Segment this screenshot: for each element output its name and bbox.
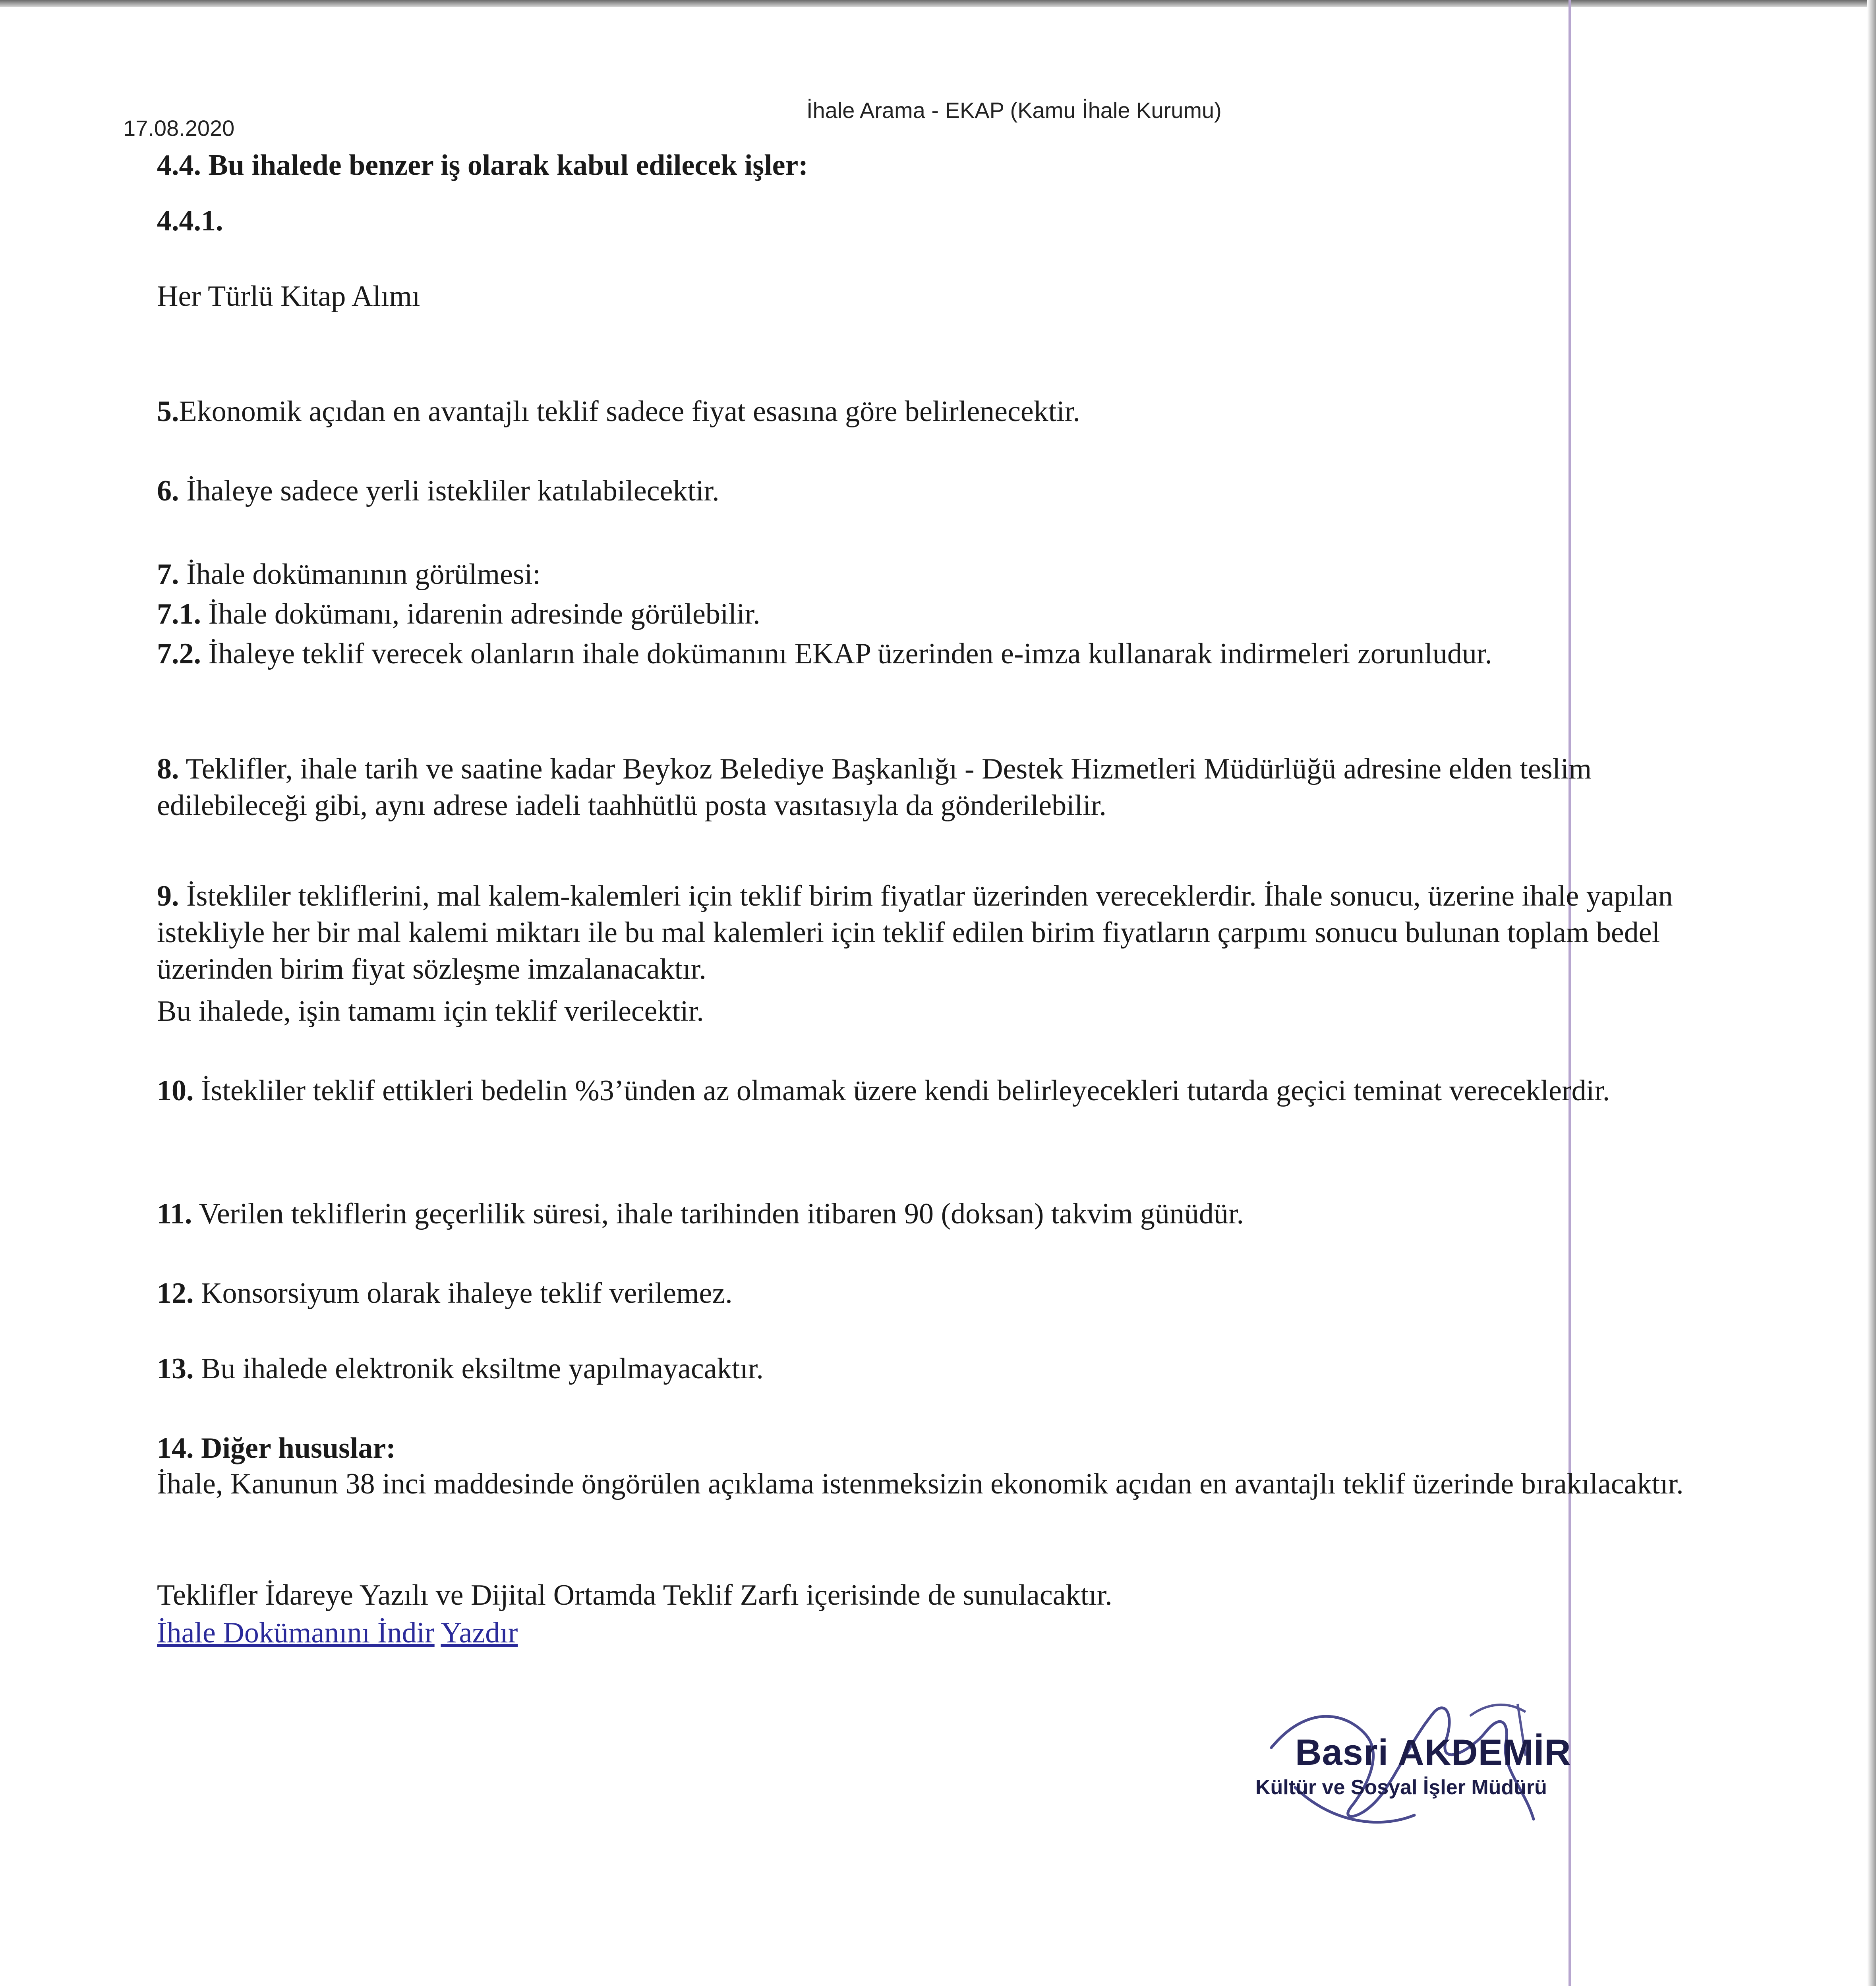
section-text: İhaleye teklif verecek olanların ihale dokümanını EKAP üzerinden e-imza kullanarak indirmeleri zorunludur. — [208, 638, 1492, 670]
section-number: 6. — [157, 475, 179, 507]
section-12 — [157, 1275, 1690, 1312]
print-page-title: İhale Arama - EKAP (Kamu İhale Kurumu) — [806, 98, 1222, 123]
section-number: 7.1. — [157, 598, 201, 630]
section-number: 9. — [157, 880, 179, 912]
section-text: İhaleye sadece yerli istekliler katılabilecektir. — [186, 475, 719, 507]
section-text: Ekonomik açıdan en avantajlı teklif sadece fiyat esasına göre belirlenecektir. — [179, 395, 1080, 428]
section-text: İstekliler teklif ettikleri bedelin %3’ünden az olmamak üzere kendi belirleyecekleri tutarda geçici teminat vereceklerdir. — [201, 1074, 1610, 1107]
section-number: 11. — [157, 1198, 192, 1230]
section-4-4-1-text: Her Türlü Kitap Alımı — [157, 280, 420, 313]
section-7-1 — [157, 596, 1690, 632]
section-number: 5. — [157, 395, 179, 428]
section-6 — [157, 473, 1690, 509]
section-number: 13. — [157, 1352, 194, 1385]
section-10 — [157, 1072, 1690, 1109]
section-text: Verilen tekliflerin geçerlilik süresi, ihale tarihinden itibaren 90 (doksan) takvim günüdür. — [199, 1198, 1244, 1230]
section-4-4 — [157, 147, 1690, 184]
section-7 — [157, 556, 1690, 593]
section-number: 4.4.1. — [157, 205, 223, 237]
section-14 — [157, 1430, 1690, 1466]
section-9-extra: Bu ihalede, işin tamamı için teklif verilecektir. — [157, 995, 704, 1028]
download-document-link[interactable]: İhale Dokümanını İndir — [157, 1617, 435, 1649]
section-11 — [157, 1196, 1690, 1232]
section-8 — [157, 751, 1690, 824]
section-text: Teklifler, ihale tarih ve saatine kadar Beykoz Belediye Başkanlığı - Destek Hizmetleri Müdürlüğü adresine elden teslim edilebileceği gibi, aynı adrese iadeli taahhütlü posta vasıtasıyla da gönderilebilir. — [157, 753, 1592, 822]
section-heading: Bu ihalede benzer iş olarak kabul edilecek işler: — [208, 149, 808, 182]
section-4-4-1 — [157, 203, 1690, 239]
document-links — [157, 1615, 1690, 1651]
section-heading: Diğer hususlar: — [201, 1432, 396, 1464]
section-number: 8. — [157, 753, 179, 785]
section-7-2 — [157, 636, 1690, 672]
section-number: 12. — [157, 1277, 194, 1310]
signatory-title: Kültür ve Sosyal İşler Müdürü — [1255, 1776, 1547, 1799]
signatory-name: Basri AKDEMİR — [1295, 1732, 1571, 1773]
section-text: İstekliler tekliflerini, mal kalem-kalemleri için teklif birim fiyatlar üzerinden vereceklerdir. İhale sonucu, üzerine ihale yapılan istekliyle her bir mal kalemi miktarı ile bu mal kalemleri için teklif edilen birim fiyatların çarpımı sonucu bulunan toplam bedel üzerinden birim fiyat sözleşme imzalanacaktır. — [157, 880, 1673, 985]
section-5 — [157, 393, 1690, 430]
section-number: 7.2. — [157, 638, 201, 670]
section-13 — [157, 1350, 1690, 1387]
print-link[interactable]: Yazdır — [441, 1617, 518, 1649]
print-date: 17.08.2020 — [123, 116, 235, 141]
section-9 — [157, 878, 1690, 987]
section-number: 14. — [157, 1432, 194, 1464]
signature-stamp — [1247, 1688, 1605, 1855]
section-text: İhale dokümanının görülmesi: — [186, 558, 541, 591]
section-number: 10. — [157, 1074, 194, 1107]
submission-note: Teklifler İdareye Yazılı ve Dijital Ortamda Teklif Zarfı içerisinde de sunulacaktır. — [157, 1579, 1112, 1611]
section-number: 4.4. — [157, 149, 201, 182]
section-text: Bu ihalede elektronik eksiltme yapılmayacaktır. — [201, 1352, 764, 1385]
section-text: İhale dokümanı, idarenin adresinde görülebilir. — [208, 598, 760, 630]
scan-right-shadow — [1867, 0, 1876, 1986]
section-number: 7. — [157, 558, 179, 591]
section-14-text: İhale, Kanunun 38 inci maddesinde öngörülen açıklama istenmeksizin ekonomik açıdan en avantajlı teklif üzerinde bırakılacaktır. — [157, 1468, 1684, 1500]
section-text: Konsorsiyum olarak ihaleye teklif verilemez. — [201, 1277, 733, 1310]
scan-top-edge — [0, 0, 1876, 7]
